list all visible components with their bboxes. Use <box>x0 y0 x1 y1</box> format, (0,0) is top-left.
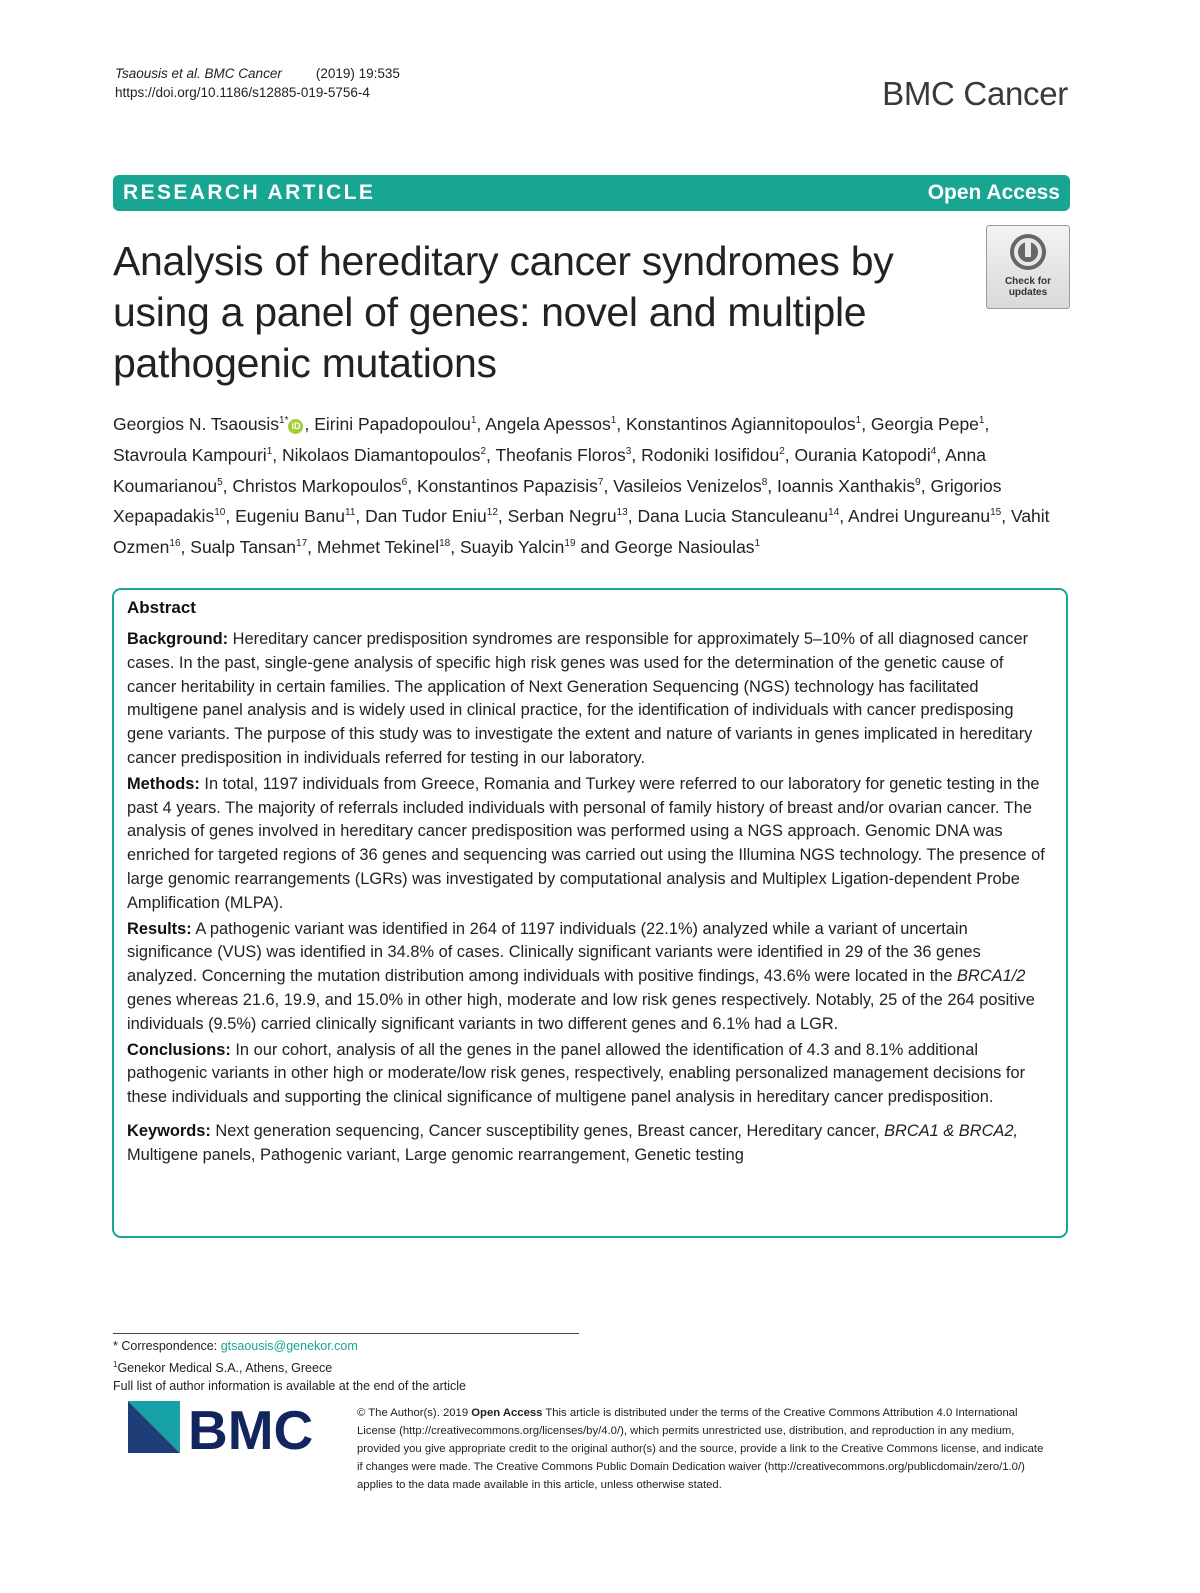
author-affiliation: 18 <box>439 538 451 550</box>
author-name: Dana Lucia Stanculeanu <box>637 506 829 527</box>
abstract-conclusions <box>127 1039 1053 1110</box>
author-name: Georgios N. Tsaousis <box>113 413 280 434</box>
abstract-box <box>112 588 1068 1238</box>
article-type-bar <box>113 175 1070 211</box>
correspondence-email[interactable]: gtsaousis@genekor.com <box>220 1339 358 1353</box>
author-info-note: Full list of author information is available at the end of the article <box>113 1379 466 1394</box>
bmc-logo-text: BMC <box>188 1401 314 1453</box>
author-name: Andrei Ungureanu <box>848 506 991 527</box>
author-name: Konstantinos Agiannitopoulos <box>626 413 856 434</box>
author-affiliation: 19 <box>564 538 576 550</box>
author-affiliation: 1 <box>978 415 985 426</box>
author-name: Angela Apessos <box>485 413 611 434</box>
conclusions-label: Conclusions: <box>127 1040 231 1059</box>
abstract-heading: Abstract <box>127 598 196 617</box>
author-affiliation: 15 <box>990 507 1002 519</box>
conclusions-text: In our cohort, analysis of all the genes in the panel allowed the identification of 4.3 and 8.1% additional pathogenic variants in other high or moderate/low risk genes, respectively, enabling personalized management decisions for these individuals and supporting the clinical significance of multigene panel analysis in hereditary cancer predisposition. <box>127 1040 1026 1107</box>
author-name: Vahit Ozmen <box>113 506 1050 558</box>
license-open-access: Open Access <box>471 1407 543 1419</box>
license-body: This article is distributed under the terms of the Creative Commons Attribution 4.0 International License (http://creativecommons.org/licenses/by/4.0/), which permits unrestricted use, distribution, and reproduction in any medium, provided you give appropriate credit to the original author(s) and the source, provide a link to the Creative Commons license, and indicate if changes were made. The Creative Commons Public Domain Dedication waiver (http://creativecommons.org/publicdomain/zero/1.0/) applies to the data made available in this article, unless otherwise stated. <box>357 1407 1044 1491</box>
keywords-text-b: Multigene panels, Pathogenic variant, Large genomic rearrangement, Genetic testing <box>127 1145 744 1164</box>
author-affiliation: 3 <box>625 445 632 457</box>
doi-link[interactable]: https://doi.org/10.1186/s12885-019-5756-4 <box>115 85 370 100</box>
author-affiliation: 9 <box>915 476 921 488</box>
affiliation-number: 1 <box>113 1359 118 1369</box>
results-text-a: A pathogenic variant was identified in 264 of 1197 individuals (22.1%) analyzed while a variant of uncertain significance (VUS) was identified in 34.8% of cases. Clinically significant variants were identified in 29 of the 36 genes analyzed. Concerning the mutation distribution among individuals with positive findings, 43.6% were located in the <box>127 919 981 986</box>
abstract-methods <box>127 773 1053 916</box>
author-name: Christos Markopoulos <box>232 475 402 496</box>
author-name: Rodoniki Iosifidou <box>641 444 780 465</box>
author-affiliation: 1* <box>279 415 289 426</box>
author-affiliation: 1 <box>610 415 617 426</box>
keywords-gene: BRCA1 & BRCA2, <box>884 1121 1019 1140</box>
author-name: Konstantinos Papazisis <box>416 475 598 496</box>
author-name: Dan Tudor Eniu <box>365 506 487 527</box>
orcid-icon[interactable]: iD <box>288 419 303 434</box>
article-title: Analysis of hereditary cancer syndromes by using a panel of genes: novel and multiple pathogenic mutations <box>113 238 894 386</box>
author-name: Sualp Tansan <box>190 537 297 558</box>
check-updates-icon <box>1008 232 1048 272</box>
results-text-b: genes whereas 21.6, 19.9, and 15.0% in other high, moderate and low risk genes respectively. Notably, 25 of the 264 positive individuals (9.5%) carried clinically significant variants in two different genes and 6.1% had a LGR. <box>127 990 1035 1033</box>
author-affiliation: 10 <box>214 507 226 519</box>
author-name: Ourania Katopodi <box>794 444 931 465</box>
author-affiliation: 17 <box>296 538 308 550</box>
check-for-updates-button[interactable] <box>986 225 1070 309</box>
author-affiliation: 1 <box>754 538 761 550</box>
article-type: RESEARCH ARTICLE <box>123 181 376 204</box>
keywords-label: Keywords: <box>127 1121 211 1140</box>
bmc-logo <box>128 1401 333 1453</box>
author-affiliation: 1 <box>266 445 273 457</box>
correspondence-footnote <box>113 1333 579 1396</box>
author-affiliation: 14 <box>828 507 840 519</box>
author-name: Vasileios Venizelos <box>613 475 762 496</box>
author-name: Anna Koumarianou <box>113 444 986 496</box>
methods-label: Methods: <box>127 774 200 793</box>
author-name: Eugeniu Banu <box>235 506 346 527</box>
author-affiliation: 11 <box>345 507 356 519</box>
results-label: Results: <box>127 919 192 938</box>
author-affiliation: 1 <box>470 415 477 426</box>
author-affiliation: 2 <box>480 445 487 457</box>
affiliation-text: Genekor Medical S.A., Athens, Greece <box>117 1360 333 1375</box>
citation-authors: Tsaousis et al. BMC Cancer <box>115 66 282 81</box>
author-name: Stavroula Kampouri <box>113 444 267 465</box>
author-name: Grigorios Xepapadakis <box>113 475 1002 527</box>
author-affiliation: 6 <box>401 476 408 488</box>
author-affiliation: 8 <box>761 476 768 488</box>
license-text <box>357 1404 1047 1494</box>
author-name: Mehmet Tekinel <box>316 537 440 558</box>
correspondence-label: * Correspondence: <box>113 1339 218 1353</box>
author-name: Theofanis Floros <box>495 444 626 465</box>
author-affiliation: 7 <box>597 476 604 488</box>
abstract-background <box>127 628 1053 771</box>
keywords-text-a: Next generation sequencing, Cancer susceptibility genes, Breast cancer, Hereditary cancer, <box>215 1121 880 1140</box>
background-text: Hereditary cancer predisposition syndromes are responsible for approximately 5–10% of all diagnosed cancer cases. In the past, single-gene analysis of specific high risk genes was used for the determination of the genetic cause of cancer heritability in certain families. The application of Next Generation Sequencing (NGS) technology has facilitated multigene panel analysis and is widely used in clinical practice, for the identification of individuals with cancer predisposing gene variants. The purpose of this study was to investigate the extent and nature of variants in genes implicated in hereditary cancer predisposition in individuals referred for testing in our laboratory. <box>127 630 1033 767</box>
methods-text: In total, 1197 individuals from Greece, Romania and Turkey were referred to our laboratory for genetic testing in the past 4 years. The majority of referrals included individuals with personal of family history of breast and/or ovarian cancer. The analysis of genes involved in hereditary cancer predisposition was performed using a NGS approach. Genomic DNA was enriched for targeted regions of 36 genes and sequencing was carried out using the Illumina NGS technology. The presence of large genomic rearrangements (LGRs) was investigated by computational analysis and Multiplex Ligation-dependent Probe Amplification (MLPA). <box>127 774 1045 912</box>
author-name: Suayib Yalcin <box>459 537 565 558</box>
results-gene: BRCA1/2 <box>957 967 1026 986</box>
author-name: Ioannis Xanthakis <box>777 475 916 496</box>
check-updates-label: Check for updates <box>1004 276 1052 298</box>
abstract-keywords <box>127 1120 1053 1168</box>
author-name: Nikolaos Diamantopoulos <box>282 444 481 465</box>
journal-name: BMC Cancer <box>882 75 1068 112</box>
author-affiliation: 1 <box>855 415 862 426</box>
background-label: Background: <box>127 630 229 648</box>
author-affiliation: 5 <box>217 476 223 488</box>
author-name: Eirini Papadopoulou <box>314 413 471 434</box>
author-list: Georgios N. Tsaousis$^{1*}$ iD , Eirini Papadopoulou$^1$, Angela Apessos$^1$, Konstantinos Agiannitopoulos$^1$, Georgia Pepe$^1$, Stavroula Kampouri$^1$, Nikolaos Diamantopoulos$^2$, Theofanis Floros$^3$, Rodoniki Iosifidou$^2$, Ourania Katopodi$^4$, Anna Koumarianou$^5$, Christos Markopoulos$^6$, Konstantinos Papazisis$^7$, Vasileios Venizelos$^8$, Ioannis Xanthakis$^9$, Grigorios Xepapadakis$^{10}$, Eugeniu Banu$^{11}$, Dan Tudor Eniu$^{12}$, Serban Negru$^{13}$, Dana Lucia Stanculeanu$^{14}$, Andrei Ungureanu$^{15}$, Vahit Ozmen$^{16}$, Sualp Tansan$^{17}$, Mehmet Tekinel$^{18}$, Suayib Yalcin$^{19}$ and George Nasioulas$^1$ <box>113 413 1050 558</box>
author-affiliation: 13 <box>616 507 628 519</box>
license-lead: © The Author(s). 2019 <box>357 1407 469 1419</box>
author-name: George Nasioulas <box>614 537 755 558</box>
open-access-label: Open Access <box>927 181 1060 204</box>
abstract-results <box>127 918 1053 1037</box>
author-affiliation: 2 <box>779 445 785 457</box>
author-affiliation: 12 <box>486 507 498 519</box>
author-affiliation: 4 <box>930 445 937 457</box>
citation-header <box>115 64 400 102</box>
author-name: Georgia Pepe <box>870 413 979 434</box>
author-affiliation: 16 <box>169 538 181 550</box>
author-name: Serban Negru <box>507 506 617 527</box>
citation-ref: (2019) 19:535 <box>315 66 400 81</box>
